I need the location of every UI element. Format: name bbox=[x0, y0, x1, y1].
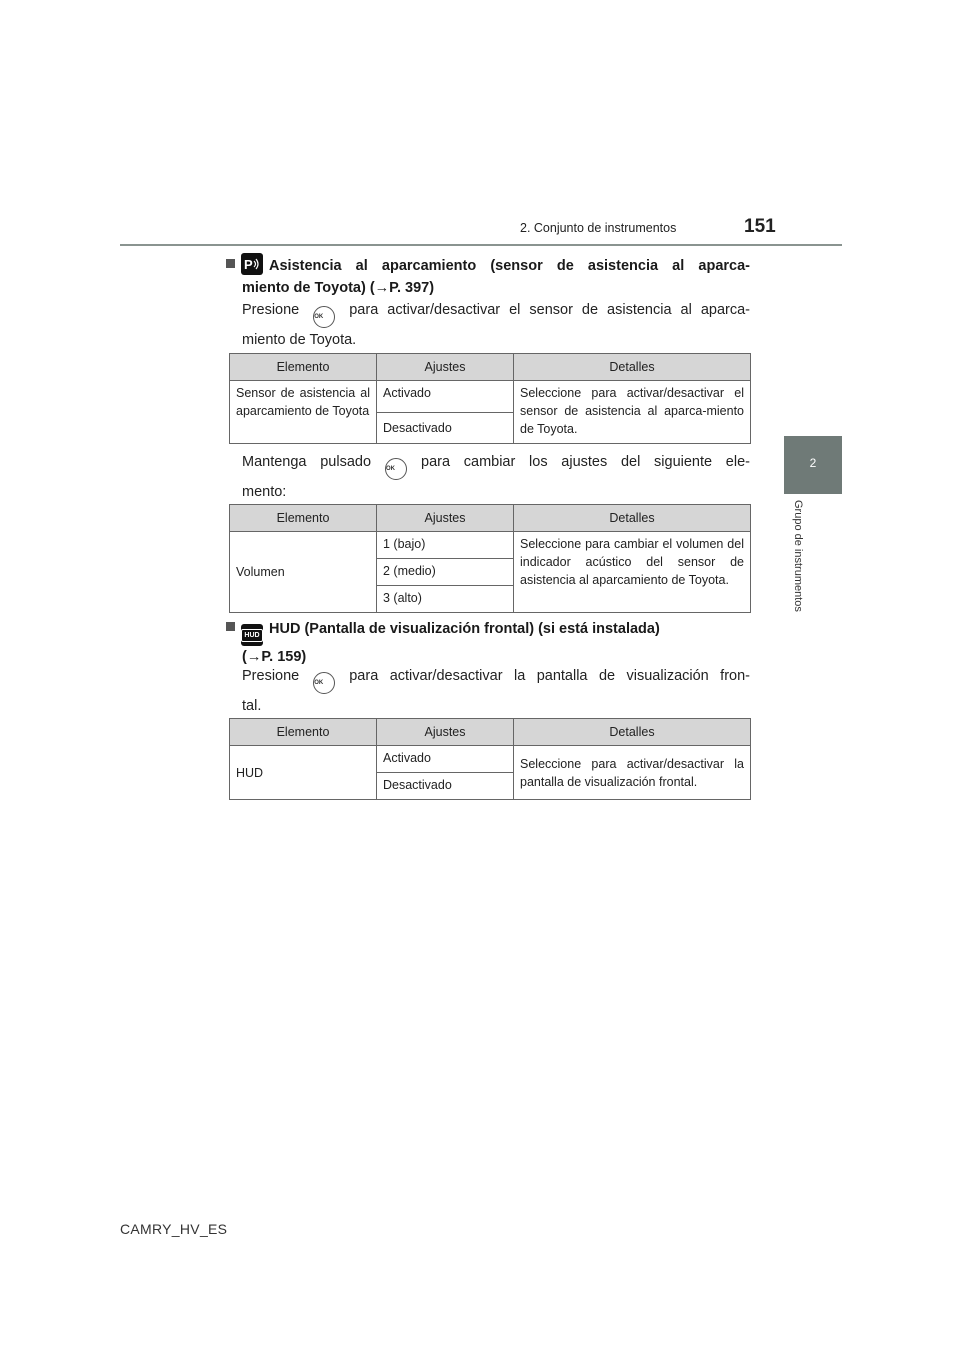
ok-button-icon: OK bbox=[313, 306, 335, 328]
header-divider bbox=[120, 244, 842, 246]
ok-button-icon: OK bbox=[385, 458, 407, 480]
setting-cell: 2 (medio) bbox=[377, 559, 514, 586]
table-row bbox=[230, 746, 751, 773]
bullet-icon bbox=[226, 622, 235, 631]
heading-line2: miento de Toyota) (→P. 397) bbox=[242, 280, 435, 296]
setting-cell: Activado bbox=[377, 381, 514, 413]
parking-assist-heading bbox=[226, 253, 750, 299]
parking-hold-text: Mantenga pulsado OK para cambiar los ajustes del siguiente ele- mento: bbox=[242, 454, 750, 500]
chapter-tab bbox=[784, 436, 842, 494]
column-header: Ajustes bbox=[377, 354, 514, 381]
table-header-row bbox=[230, 354, 751, 381]
section-title: 2. Conjunto de instrumentos bbox=[520, 221, 677, 235]
parking-assist-icon bbox=[241, 253, 263, 275]
hud-settings-table bbox=[229, 718, 751, 800]
page-number: 151 bbox=[744, 216, 776, 237]
heading-text: HUD (Pantalla de visualización frontal) (si está instalada) bbox=[269, 621, 660, 637]
document-code: CAMRY_HV_ES bbox=[120, 1221, 228, 1237]
details-cell: Seleccione para activar/desactivar el sensor de asistencia al aparca-miento de Toyota. bbox=[514, 381, 751, 444]
hud-heading bbox=[226, 618, 750, 668]
column-header: Elemento bbox=[230, 505, 377, 532]
setting-cell: Desactivado bbox=[377, 773, 514, 800]
heading-line2: (→P. 159) bbox=[242, 649, 307, 665]
bullet-icon bbox=[226, 259, 235, 268]
column-header: Elemento bbox=[230, 354, 377, 381]
column-header: Detalles bbox=[514, 719, 751, 746]
details-cell: Seleccione para cambiar el volumen del indicador acústico del sensor de asistencia al aparcamiento de Toyota. bbox=[514, 532, 751, 613]
hud-icon: HUD bbox=[241, 624, 263, 646]
setting-cell: 1 (bajo) bbox=[377, 532, 514, 559]
table-row bbox=[230, 532, 751, 559]
ok-button-icon: OK bbox=[313, 672, 335, 694]
setting-cell: Desactivado bbox=[377, 412, 514, 444]
chapter-number: 2 bbox=[809, 456, 817, 470]
table-header-row bbox=[230, 719, 751, 746]
column-header: Ajustes bbox=[377, 719, 514, 746]
svg-text:P: P bbox=[244, 257, 253, 272]
column-header: Detalles bbox=[514, 354, 751, 381]
volume-settings-table bbox=[229, 504, 751, 613]
parking-settings-table bbox=[229, 353, 751, 444]
details-cell: Seleccione para activar/desactivar la pantalla de visualización frontal. bbox=[514, 746, 751, 800]
table-header-row bbox=[230, 505, 751, 532]
hud-press-text: Presione OK para activar/desactivar la pantalla de visualización fron- tal. bbox=[242, 668, 750, 714]
element-cell: HUD bbox=[230, 746, 377, 800]
column-header: Detalles bbox=[514, 505, 751, 532]
element-cell: Volumen bbox=[230, 532, 377, 613]
table-row bbox=[230, 381, 751, 413]
heading-text: Asistencia al aparcamiento (sensor de asistencia al aparca- bbox=[269, 258, 750, 274]
setting-cell: Activado bbox=[377, 746, 514, 773]
element-cell: Sensor de asistencia al aparcamiento de Toyota bbox=[230, 381, 377, 444]
parking-press-text: Presione OK para activar/desactivar el sensor de asistencia al aparca- miento de Toyota. bbox=[242, 302, 750, 348]
column-header: Ajustes bbox=[377, 505, 514, 532]
column-header: Elemento bbox=[230, 719, 377, 746]
setting-cell: 3 (alto) bbox=[377, 586, 514, 613]
chapter-label: Grupo de instrumentos bbox=[792, 500, 804, 612]
